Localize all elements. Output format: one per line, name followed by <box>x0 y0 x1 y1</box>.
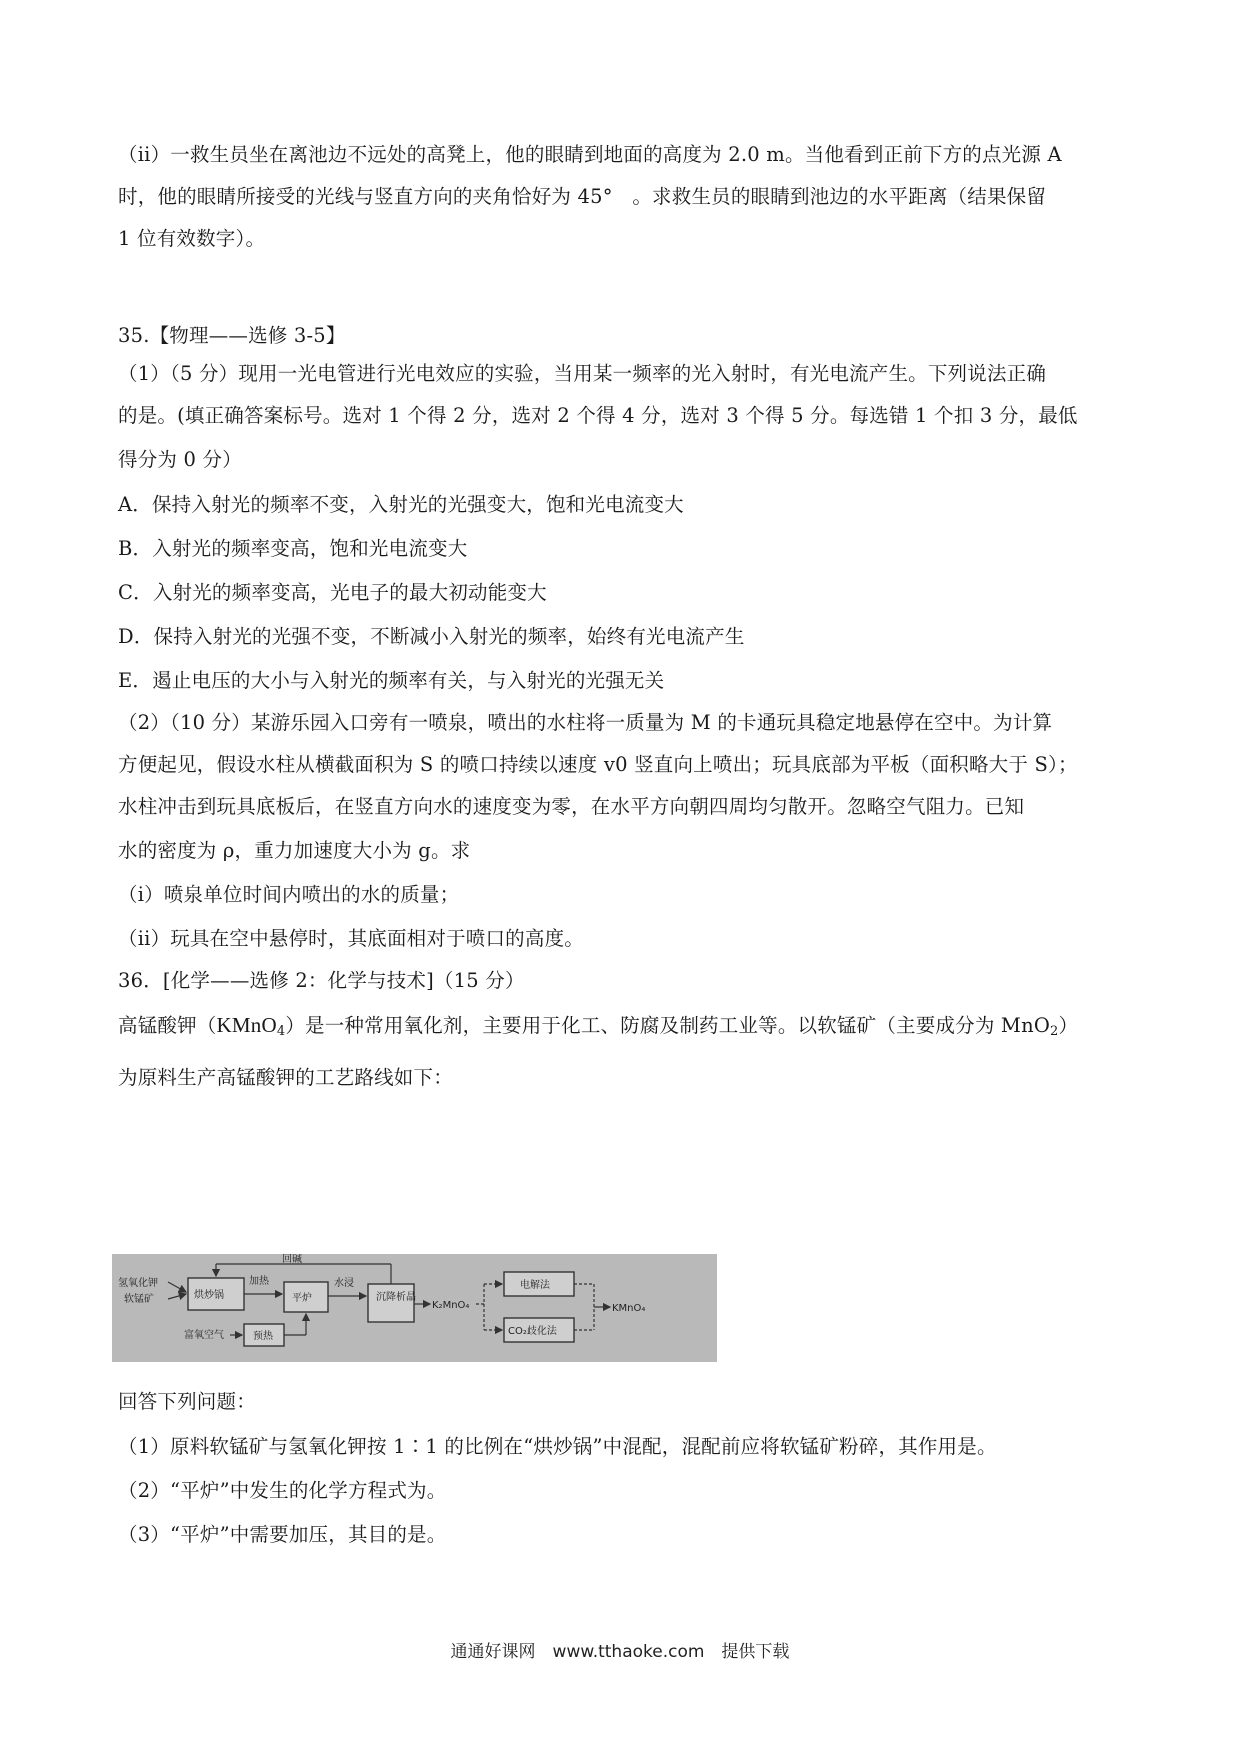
process-flowchart <box>112 1254 717 1362</box>
box-label: 烘炒锅 <box>194 1290 224 1301</box>
sub-question-ii: （ii）玩具在空中悬停时，其底面相对于喷口的高度。 <box>118 927 584 950</box>
section-heading-36: 36．[化学——选修 2：化学与技术]（15 分） <box>118 969 525 992</box>
option-c: C．入射光的频率变高，光电子的最大初动能变大 <box>118 581 547 604</box>
text-line: 为原料生产高锰酸钾的工艺路线如下： <box>118 1066 453 1089</box>
intermediate-k2mno4: K₂MnO₄ <box>432 1300 470 1311</box>
box-label: 预热 <box>253 1331 273 1342</box>
product-kmno4: KMnO₄ <box>612 1303 646 1314</box>
formula-subscript: 2 <box>1050 1024 1059 1039</box>
question-3: （3）“平炉”中需要加压，其目的是。 <box>118 1523 447 1546</box>
text-line: 1 位有效数字）。 <box>118 227 266 250</box>
text-line: （2）（10 分）某游乐园入口旁有一喷泉，喷出的水柱将一质量为 M 的卡通玩具稳定地悬停在空中。为计算 <box>118 711 1053 734</box>
text-line: 水的密度为 ρ，重力加速度大小为 g。求 <box>118 839 471 862</box>
text-span: ）是一种常用氧化剂，主要用于化工、防腐及制药工业等。以软锰矿（主要成分为 MnO <box>285 1014 1051 1037</box>
input-koh: 氢氧化钾 <box>118 1278 158 1289</box>
option-d: D．保持入射光的光强不变，不断减小入射光的频率，始终有光电流产生 <box>118 625 745 648</box>
text-span: ） <box>1058 1014 1079 1037</box>
page-footer: 通通好课网 www.tthaoke.com 提供下载 <box>450 1642 790 1662</box>
box-label: 电解法 <box>520 1280 550 1291</box>
text-line: 得分为 0 分） <box>118 448 242 471</box>
air-input: 富氧空气 <box>184 1330 224 1341</box>
option-e: E．遏止电压的大小与入射光的频率有关，与入射光的光强无关 <box>118 669 665 692</box>
box-label: 平炉 <box>292 1293 312 1304</box>
box-label: CO₂歧化法 <box>508 1326 557 1337</box>
box-crystallize <box>368 1284 414 1322</box>
question-2: （2）“平炉”中发生的化学方程式为。 <box>118 1479 447 1502</box>
option-a: A．保持入射光的频率不变，入射光的光强变大，饱和光电流变大 <box>118 493 684 516</box>
recycle-label: 回碱 <box>282 1254 302 1265</box>
text-line: 时，他的眼睛所接受的光线与竖直方向的夹角恰好为 45° 。求救生员的眼睛到池边的水平距离（结果保留 <box>118 185 1047 208</box>
input-ore: 软锰矿 <box>124 1294 154 1305</box>
text-line: 方便起见，假设水柱从横截面积为 S 的喷口持续以速度 v0 竖直向上喷出；玩具底部为平板（面积略大于 S）； <box>118 753 1078 776</box>
section-heading-35: 35.【物理——选修 3-5】 <box>118 324 346 347</box>
text-line: （ii）一救生员坐在离池边不远处的高凳上，他的眼睛到地面的高度为 2.0 m。当他看到正前下方的点光源 A <box>118 143 1062 166</box>
kmno4-intro-line <box>118 1011 1128 1046</box>
text-line: 的是。(填正确答案标号。选对 1 个得 2 分，选对 2 个得 4 分，选对 3 个得 5 分。每选错 1 个扣 3 分，最低 <box>118 404 1078 427</box>
question-1: （1）原料软锰矿与氢氧化钾按 1∶1 的比例在“烘炒锅”中混配，混配前应将软锰矿粉碎，其作用是。 <box>118 1435 997 1458</box>
answer-heading: 回答下列问题： <box>118 1390 256 1413</box>
sub-question-i: （i）喷泉单位时间内喷出的水的质量； <box>118 883 460 906</box>
text-line: 水柱冲击到玩具底板后，在竖直方向水的速度变为零，在水平方向朝四周均匀散开。忽略空气阻力。已知 <box>118 795 1025 818</box>
formula-kmno4: KMnO <box>216 1013 277 1037</box>
text-line: （1）（5 分）现用一光电管进行光电效应的实验，当用某一频率的光入射时，有光电流产生。下列说法正确 <box>118 362 1047 385</box>
leach-label: 水浸 <box>334 1278 354 1289</box>
box-label: 沉降析晶 <box>376 1292 416 1303</box>
text-span: 高锰酸钾（ <box>118 1014 217 1037</box>
formula-subscript: 4 <box>276 1024 286 1039</box>
heat-label: 加热 <box>249 1276 269 1287</box>
option-b: B．入射光的频率变高，饱和光电流变大 <box>118 537 468 560</box>
